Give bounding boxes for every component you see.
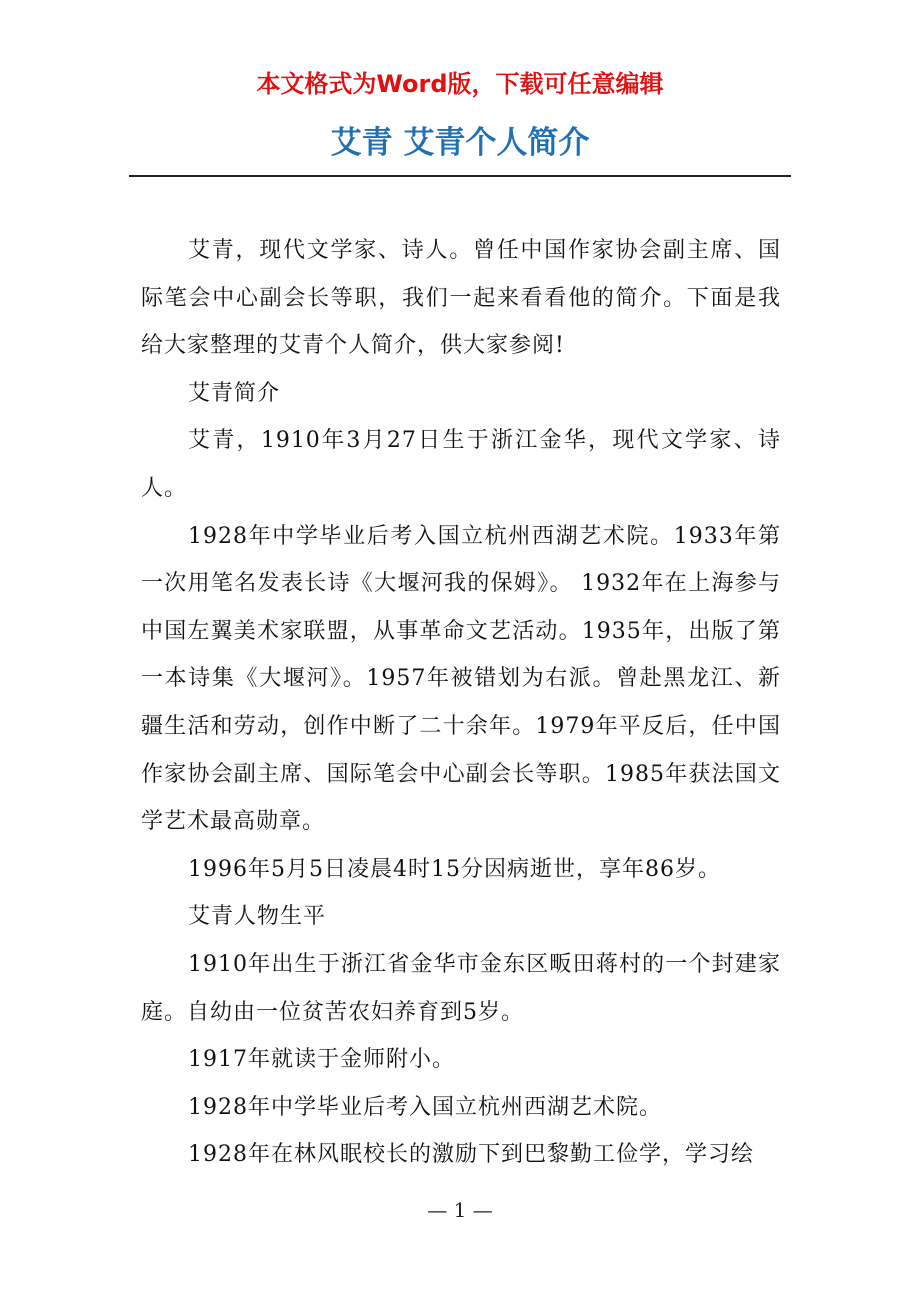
section-heading-life: 艾青人物生平	[188, 904, 327, 930]
page-number: — 1 —	[427, 1198, 493, 1222]
document-body	[141, 227, 781, 1179]
paragraph-1917: 1917年就读于金师附小。	[188, 1047, 455, 1073]
paragraph-birth: 艾青，1910年3月27日生于浙江金华，现代文学家、诗人。	[141, 428, 781, 501]
paragraph-1928-school: 1928年中学毕业后考入国立杭州西湖艺术院。	[188, 1094, 662, 1120]
section-heading-profile: 艾青简介	[188, 380, 281, 406]
paragraph-intro: 艾青，现代文学家、诗人。曾任中国作家协会副主席、国际笔会中心副会长等职，我们一起来看看他的简介。下面是我给大家整理的艾青个人简介，供大家参阅!	[141, 238, 781, 359]
paragraph-death: 1996年5月5日凌晨4时15分因病逝世，享年86岁。	[188, 856, 721, 882]
format-notice-banner: 本文格式为Word版，下载可任意编辑	[256, 70, 664, 98]
paragraph-career: 1928年中学毕业后考入国立杭州西湖艺术院。1933年第一次用笔名发表长诗《大堰河我的保姆》。 1932年在上海参与中国左翼美术家联盟，从事革命文艺活动。1935年，出版了第一本诗集《大堰河》。1957年被错划为右派。曾赴黑龙江、新疆生活和劳动，创作中断了二十余年。1979年平反后，任中国作家协会副主席、国际笔会中心副会长等职。1985年获法国文学艺术最高勋章。	[141, 523, 781, 835]
document-title: 艾青 艾青个人简介	[330, 125, 590, 161]
title-divider	[129, 175, 791, 177]
paragraph-1910: 1910年出生于浙江省金华市金东区畈田蒋村的一个封建家庭。自幼由一位贫苦农妇养育到5岁。	[141, 951, 781, 1025]
paragraph-1928-paris: 1928年在林风眠校长的激励下到巴黎勤工俭学，学习绘	[188, 1142, 754, 1168]
